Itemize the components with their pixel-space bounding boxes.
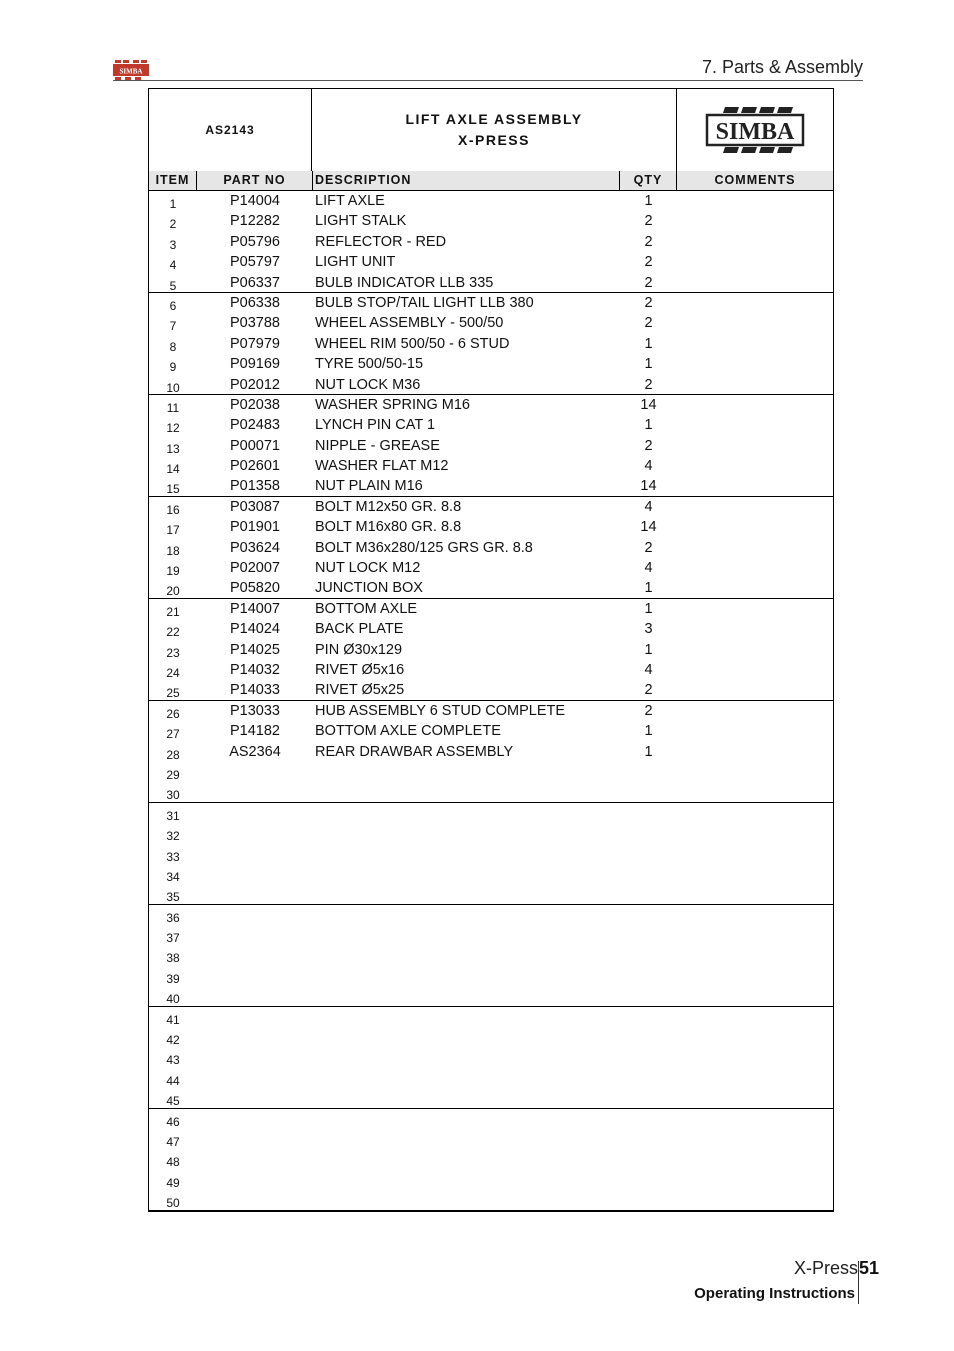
table-row (149, 1088, 833, 1108)
table-row (149, 1068, 833, 1088)
row-description: BOLT M36x280/125 GRS GR. 8.8 (315, 539, 533, 556)
row-part-number: P02601 (230, 458, 280, 475)
row-description: BACK PLATE (315, 621, 404, 638)
row-item-number: 46 (166, 1114, 180, 1129)
table-row (149, 273, 833, 293)
row-item-number: 50 (166, 1196, 180, 1211)
row-item-number: 36 (166, 910, 180, 925)
row-item-number: 48 (166, 1155, 180, 1170)
row-part-number: P02012 (230, 376, 280, 393)
table-row (149, 252, 833, 272)
table-row (149, 640, 833, 660)
row-item-number: 5 (169, 278, 177, 293)
row-part-number: P07979 (230, 335, 280, 352)
row-item-number: 2 (169, 217, 177, 232)
row-quantity: 2 (644, 315, 653, 332)
row-quantity: 1 (644, 743, 653, 760)
row-quantity: 1 (644, 193, 653, 209)
section-title: 7. Parts & Assembly (701, 57, 863, 77)
table-row (149, 660, 833, 680)
row-part-number: P09169 (230, 356, 280, 373)
row-item-number: 40 (166, 992, 180, 1007)
row-quantity: 2 (644, 254, 653, 271)
table-row (149, 476, 833, 496)
table-row (149, 395, 833, 415)
table-row (149, 517, 833, 537)
row-quantity: 4 (644, 661, 653, 678)
table-row (149, 803, 833, 823)
simba-logo-icon (705, 99, 805, 161)
row-part-number: AS2364 (229, 743, 281, 760)
table-row (149, 232, 833, 252)
row-description: BOTTOM AXLE COMPLETE (315, 723, 501, 740)
row-quantity: 1 (644, 641, 653, 658)
table-row (149, 354, 833, 374)
row-part-number: P05796 (230, 233, 280, 250)
row-description: BOLT M16x80 GR. 8.8 (315, 519, 462, 536)
table-row (149, 1190, 833, 1210)
simba-logo (677, 89, 833, 171)
table-row (149, 558, 833, 578)
row-part-number: P03087 (230, 498, 280, 515)
row-quantity: 1 (644, 335, 653, 352)
table-row (149, 986, 833, 1006)
row-item-number: 45 (166, 1094, 180, 1109)
row-description: BULB INDICATOR LLB 335 (315, 274, 494, 291)
row-item-number: 25 (166, 686, 180, 701)
table-row (149, 1170, 833, 1190)
row-part-number: P14024 (230, 621, 280, 638)
row-quantity: 14 (640, 519, 657, 536)
row-item-number: 44 (166, 1073, 180, 1088)
table-row (149, 844, 833, 864)
row-description: BOLT M12x50 GR. 8.8 (315, 498, 462, 515)
table-row (149, 1027, 833, 1047)
col-header-comments: COMMENTS (714, 173, 796, 187)
row-quantity: 1 (644, 723, 653, 740)
footer-subtitle: Operating Instructions (694, 1285, 855, 1302)
table-row (149, 1109, 833, 1129)
table-row (149, 375, 833, 395)
row-item-number: 7 (169, 319, 177, 334)
col-header-qty: QTY (620, 171, 677, 190)
header-logo-text: SIMBA (119, 67, 143, 76)
row-item-number: 37 (166, 931, 180, 946)
row-item-number: 16 (166, 502, 180, 517)
sheet-logo-text: SIMBA (715, 119, 795, 145)
row-quantity: 14 (640, 396, 657, 413)
table-row (149, 905, 833, 925)
row-item-number: 11 (166, 400, 180, 415)
row-item-number: 30 (166, 788, 180, 803)
row-part-number: P05820 (230, 580, 280, 597)
assembly-title-line2: X-PRESS (458, 132, 530, 148)
row-quantity: 1 (644, 600, 653, 617)
row-item-number: 10 (166, 380, 180, 395)
table-row (149, 415, 833, 435)
row-description: REFLECTOR - RED (315, 233, 447, 250)
table-row (149, 864, 833, 884)
col-header-part-no: PART NO (197, 171, 313, 190)
row-part-number: P03788 (230, 315, 280, 332)
row-quantity: 2 (644, 213, 653, 230)
column-headers (149, 171, 833, 191)
row-item-number: 49 (166, 1175, 180, 1190)
sheet-title-block (149, 89, 833, 172)
table-row (149, 945, 833, 965)
row-item-number: 4 (169, 258, 177, 273)
table-row (149, 313, 833, 333)
page-number: 51 (859, 1258, 880, 1278)
row-part-number: P14007 (230, 600, 280, 617)
row-description: LIGHT UNIT (315, 254, 396, 271)
row-item-number: 14 (166, 462, 180, 477)
table-row (149, 619, 833, 639)
assembly-code: AS2143 (149, 89, 312, 171)
row-item-number: 21 (166, 604, 180, 619)
row-quantity: 2 (644, 702, 653, 719)
row-part-number: P05797 (230, 254, 280, 271)
row-item-number: 42 (166, 1033, 180, 1048)
header-rule (113, 80, 863, 81)
row-item-number: 47 (166, 1134, 180, 1149)
row-quantity: 4 (644, 458, 653, 475)
row-item-number: 3 (169, 237, 177, 252)
row-quantity: 4 (644, 498, 653, 515)
row-quantity: 4 (644, 560, 653, 577)
row-part-number: P14182 (230, 723, 280, 740)
table-row (149, 211, 833, 231)
row-part-number: P06338 (230, 294, 280, 311)
footer (794, 1258, 858, 1279)
table-row (149, 884, 833, 904)
table-row (149, 497, 833, 517)
row-item-number: 19 (166, 564, 180, 579)
col-header-description: DESCRIPTION (313, 171, 620, 190)
row-description: BULB STOP/TAIL LIGHT LLB 380 (315, 294, 534, 311)
table-row (149, 191, 833, 211)
row-item-number: 35 (166, 890, 180, 905)
row-part-number: P06337 (230, 274, 280, 291)
row-part-number: P14025 (230, 641, 280, 658)
row-part-number: P02038 (230, 396, 280, 413)
row-part-number: P14033 (230, 682, 280, 699)
table-row (149, 762, 833, 782)
row-description: WASHER FLAT M12 (315, 458, 449, 475)
row-part-number: P02483 (230, 417, 280, 434)
assembly-title (312, 89, 677, 171)
table-row (149, 436, 833, 456)
parts-sheet (148, 88, 834, 1212)
row-part-number: P13033 (230, 702, 280, 719)
table-row (149, 1149, 833, 1169)
row-description: WHEEL RIM 500/50 - 6 STUD (315, 335, 510, 352)
row-part-number: P02007 (230, 560, 280, 577)
parts-table-body (149, 191, 833, 1211)
table-row (149, 578, 833, 598)
row-description: RIVET Ø5x25 (315, 682, 405, 699)
row-part-number: P12282 (230, 213, 280, 230)
table-row (149, 1129, 833, 1149)
table-row (149, 293, 833, 313)
table-row (149, 823, 833, 843)
row-item-number: 32 (166, 829, 180, 844)
footer-product: X-Press (793, 1258, 858, 1278)
row-item-number: 1 (169, 197, 177, 211)
row-item-number: 26 (166, 706, 180, 721)
table-row (149, 334, 833, 354)
row-item-number: 31 (166, 808, 180, 823)
row-description: PIN Ø30x129 (315, 641, 403, 658)
table-row (149, 925, 833, 945)
row-item-number: 18 (166, 543, 180, 558)
row-description: WASHER SPRING M16 (315, 396, 470, 413)
row-item-number: 8 (169, 339, 177, 354)
row-part-number: P01901 (230, 519, 280, 536)
row-description: RIVET Ø5x16 (315, 661, 405, 678)
table-row (149, 782, 833, 802)
row-description: LIFT AXLE (315, 193, 385, 209)
row-item-number: 38 (166, 951, 180, 966)
row-part-number: P01358 (230, 478, 280, 495)
row-quantity: 1 (644, 417, 653, 434)
row-quantity: 2 (644, 437, 653, 454)
assembly-title-line1: LIFT AXLE ASSEMBLY (405, 111, 583, 127)
row-item-number: 29 (166, 767, 180, 782)
row-description: TYRE 500/50-15 (315, 356, 424, 373)
row-item-number: 39 (166, 971, 180, 986)
table-row (149, 456, 833, 476)
row-quantity: 2 (644, 539, 653, 556)
row-quantity: 1 (644, 356, 653, 373)
row-part-number: P03624 (230, 539, 280, 556)
row-quantity: 14 (640, 478, 657, 495)
table-row (149, 680, 833, 700)
row-item-number: 34 (166, 869, 180, 884)
row-item-number: 23 (166, 645, 180, 660)
row-quantity: 2 (644, 376, 653, 393)
row-description: JUNCTION BOX (315, 580, 423, 597)
row-item-number: 13 (166, 441, 180, 456)
row-item-number: 20 (166, 584, 180, 599)
table-row (149, 966, 833, 986)
row-part-number: P00071 (230, 437, 280, 454)
row-quantity: 2 (644, 233, 653, 250)
row-quantity: 2 (644, 294, 653, 311)
row-item-number: 28 (166, 747, 180, 762)
table-row (149, 1047, 833, 1067)
row-description: BOTTOM AXLE (315, 600, 418, 617)
row-item-number: 22 (166, 625, 180, 640)
row-description: HUB ASSEMBLY 6 STUD COMPLETE (315, 702, 566, 719)
row-item-number: 27 (166, 727, 180, 742)
row-quantity: 3 (644, 621, 653, 638)
table-row (149, 721, 833, 741)
row-part-number: P14004 (230, 193, 280, 209)
row-description: NUT LOCK M12 (315, 560, 421, 577)
row-description: NUT PLAIN M16 (315, 478, 423, 495)
row-quantity: 2 (644, 682, 653, 699)
row-description: LYNCH PIN CAT 1 (315, 417, 436, 434)
row-description: LIGHT STALK (315, 213, 407, 230)
row-part-number: P14032 (230, 661, 280, 678)
row-item-number: 9 (169, 360, 177, 375)
row-quantity: 1 (644, 580, 653, 597)
row-description: REAR DRAWBAR ASSEMBLY (315, 743, 514, 760)
simba-header-logo (113, 60, 149, 80)
row-item-number: 17 (166, 523, 180, 538)
table-row (149, 701, 833, 721)
row-item-number: 24 (166, 665, 180, 680)
table-row (149, 599, 833, 619)
row-item-number: 33 (166, 849, 180, 864)
col-header-item: ITEM (149, 171, 197, 190)
row-item-number: 15 (166, 482, 180, 497)
row-quantity: 2 (644, 274, 653, 291)
row-description: NIPPLE - GREASE (315, 437, 440, 454)
row-description: NUT LOCK M36 (315, 376, 421, 393)
table-row (149, 742, 833, 762)
row-description: WHEEL ASSEMBLY - 500/50 (315, 315, 504, 332)
table-row (149, 1007, 833, 1027)
table-row (149, 538, 833, 558)
row-item-number: 12 (166, 421, 180, 436)
row-item-number: 41 (166, 1012, 180, 1027)
row-item-number: 43 (166, 1053, 180, 1068)
row-item-number: 6 (169, 298, 177, 313)
